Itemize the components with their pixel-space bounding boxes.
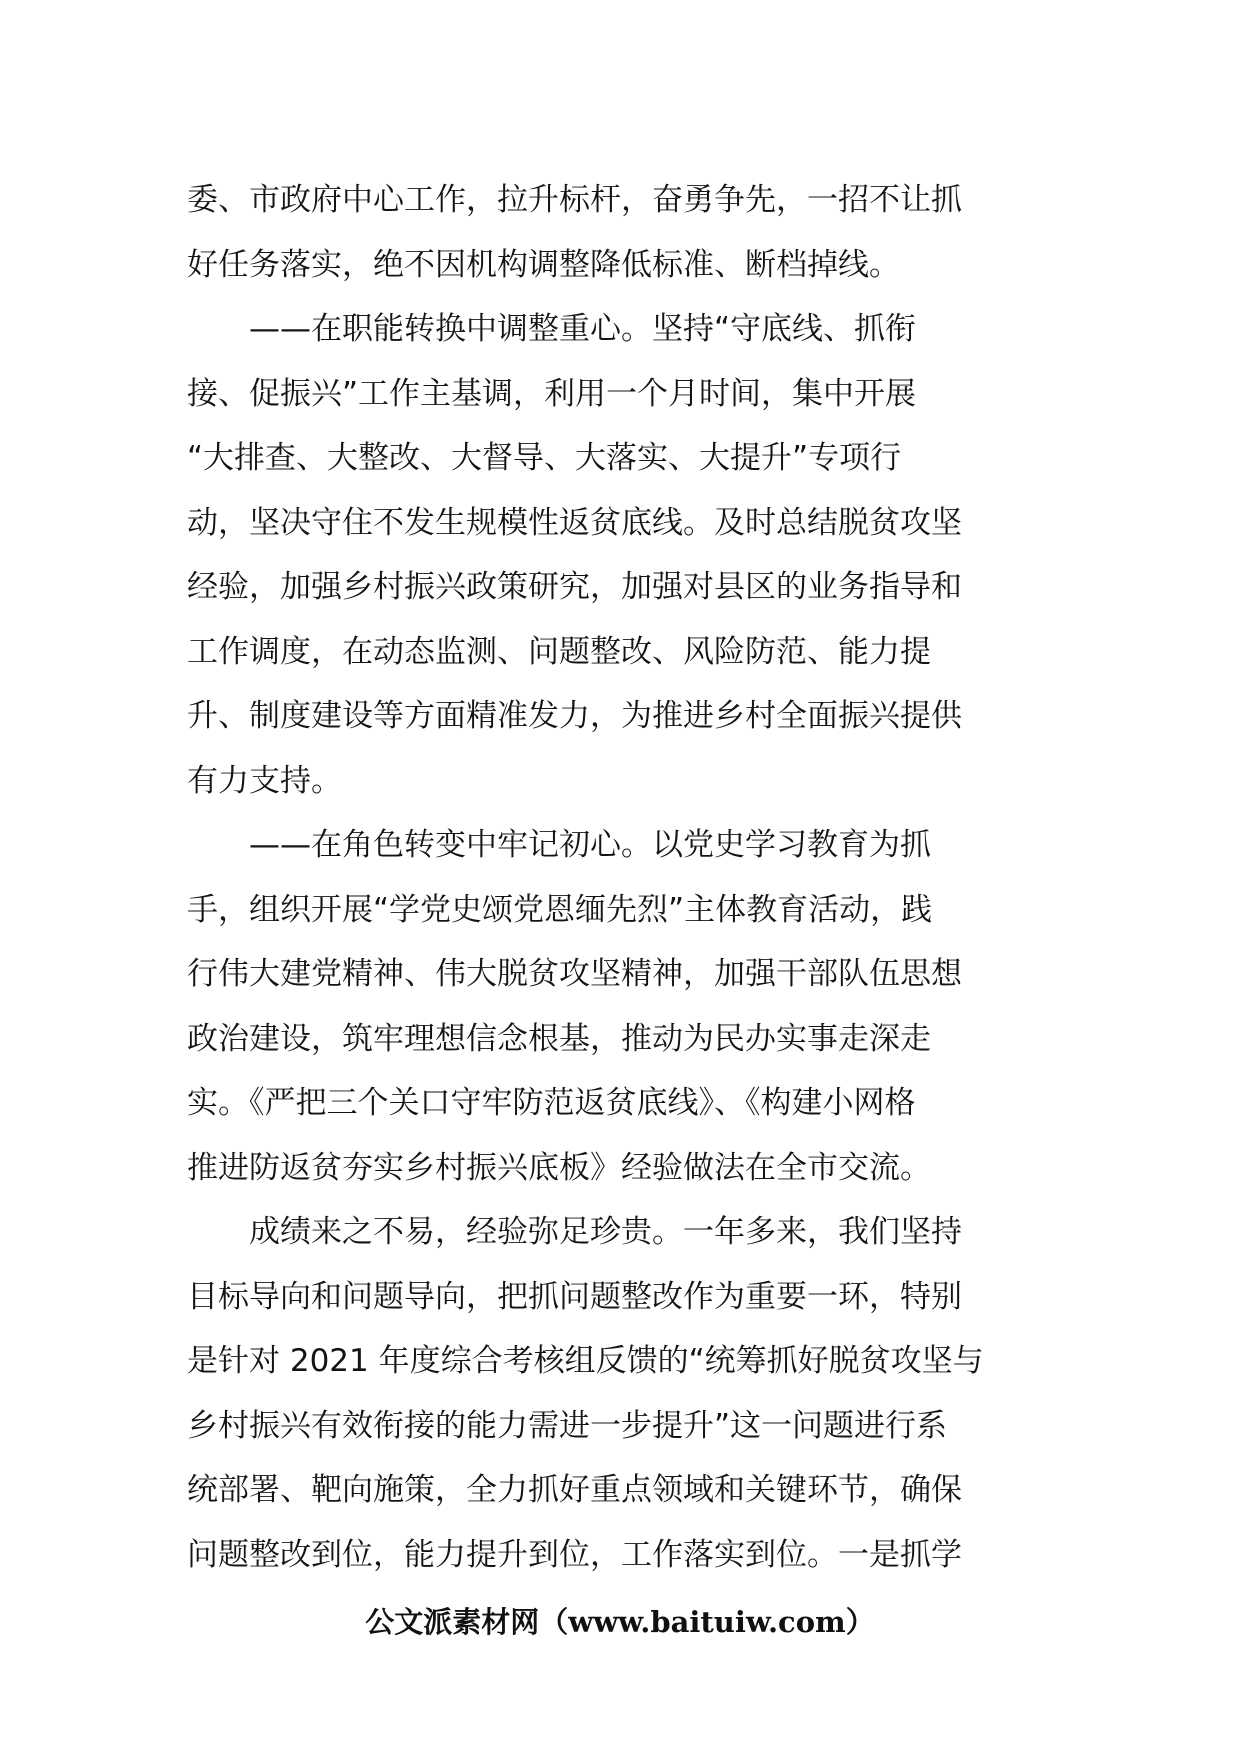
- text-line: 实。《严把三个关口守牢防范返贫底线》、《构建小网格: [187, 1085, 916, 1121]
- text-line: 行伟大建党精神、伟大脱贫攻坚精神，加强干部队伍思想: [187, 956, 962, 992]
- text-line: 经验，加强乡村振兴政策研究，加强对县区的业务指导和: [187, 569, 962, 605]
- text-line: 接、促振兴”工作主基调，利用一个月时间，集中开展: [187, 375, 917, 412]
- text-line: 是针对 2021 年度综合考核组反馈的“统筹抓好脱贫攻坚与: [187, 1343, 984, 1379]
- text-line: ——在角色转变中牢记初心。以党史学习教育为抓: [187, 827, 931, 863]
- text-line: 政治建设，筑牢理想信念根基，推动为民办实事走深走: [187, 1020, 931, 1057]
- text-line: 动，坚决守住不发生规模性返贫底线。及时总结脱贫攻坚: [187, 504, 962, 541]
- text-line: 统部署、靶向施策，全力抓好重点领域和关键环节，确保: [187, 1472, 962, 1508]
- text-line: 好任务落实，绝不因机构调整降低标准、断档掉线。: [187, 246, 900, 283]
- text-line: 升、制度建设等方面精准发力，为推进乡村全面振兴提供: [187, 698, 962, 734]
- text-line: 委、市政府中心工作，拉升标杆，奋勇争先，一招不让抓: [187, 182, 962, 218]
- text-line: 目标导向和问题导向，把抓问题整改作为重要一环，特别: [187, 1278, 962, 1315]
- text-line: 工作调度，在动态监测、问题整改、风险防范、能力提: [187, 633, 931, 670]
- text-line: ——在职能转换中调整重心。坚持“守底线、抓衔: [187, 311, 917, 347]
- text-line: “大排查、大整改、大督导、大落实、大提升”专项行: [187, 440, 902, 476]
- body-text: [187, 168, 1057, 1587]
- text-line: 有力支持。: [187, 762, 342, 799]
- text-line: 推进防返贫夯实乡村振兴底板》经验做法在全市交流。: [187, 1149, 931, 1186]
- text-line: 手，组织开展“学党史颂党恩缅先烈”主体教育活动，践: [187, 891, 933, 928]
- text-line: 乡村振兴有效衔接的能力需进一步提升”这一问题进行系: [187, 1407, 948, 1444]
- footer-watermark: 公文派素材网（www.baituiw.com）: [365, 1605, 875, 1639]
- text-line: 问题整改到位，能力提升到位，工作落实到位。一是抓学: [187, 1536, 962, 1573]
- text-line: 成绩来之不易，经验弥足珍贵。一年多来，我们坚持: [187, 1214, 962, 1250]
